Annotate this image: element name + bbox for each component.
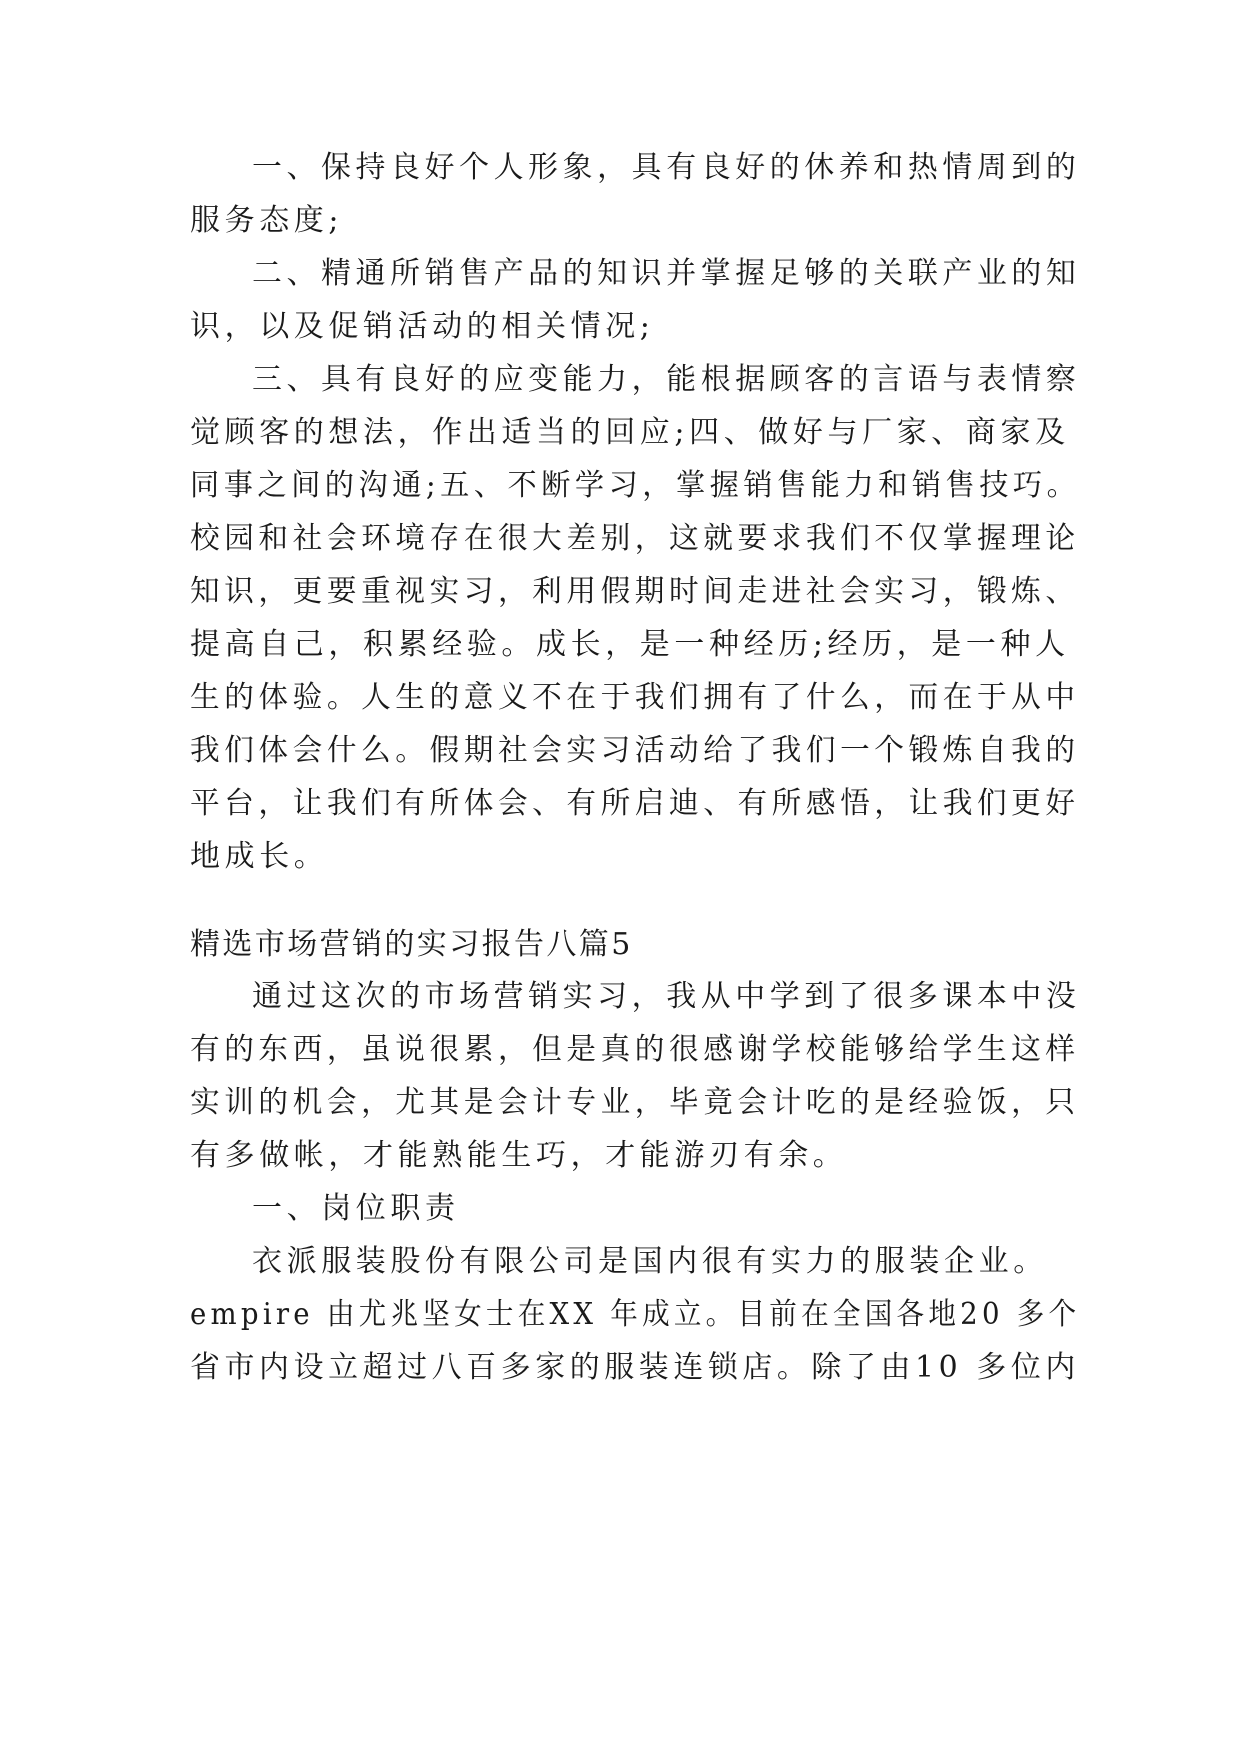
paragraph-line: 识，以及促销活动的相关情况;: [190, 309, 655, 344]
paragraph-line: 觉顾客的想法，作出适当的回应;四、做好与厂家、商家及: [190, 415, 1070, 450]
paragraph-line: 提高自己，积累经验。成长，是一种经历;经历，是一种人: [190, 627, 1070, 662]
paragraph-line: 实训的机会，尤其是会计专业，毕竟会计吃的是经验饭，只: [190, 1085, 1080, 1120]
paragraph-line: 平台，让我们有所体会、有所启迪、有所感悟，让我们更好: [190, 786, 1080, 821]
paragraph-line: 生的体验。人生的意义不在于我们拥有了什么，而在于从中: [190, 680, 1080, 715]
paragraph-line: 一、保持良好个人形象，具有良好的休养和热情周到的: [252, 150, 1081, 185]
paragraph-line: 三、具有良好的应变能力，能根据顾客的言语与表情察: [252, 362, 1081, 397]
paragraph-line: 地成长。: [190, 839, 329, 874]
paragraph-line: empire 由尤兆坚女士在XX 年成立。目前在全国各地20 多个: [190, 1297, 1081, 1332]
paragraph-line: 有的东西，虽说很累，但是真的很感谢学校能够给学生这样: [190, 1032, 1080, 1067]
paragraph-line: 校园和社会环境存在很大差别，这就要求我们不仅掌握理论: [190, 521, 1080, 556]
paragraph-line: 知识，更要重视实习，利用假期时间走进社会实习，锻炼、: [190, 574, 1080, 609]
paragraph-line: 有多做帐，才能熟能生巧，才能游刃有余。: [190, 1138, 848, 1173]
section-heading: 精选市场营销的实习报告八篇5: [190, 927, 633, 962]
paragraph-line: 省市内设立超过八百多家的服装连锁店。除了由10 多位内: [190, 1350, 1080, 1385]
paragraph-line: 衣派服装股份有限公司是国内很有实力的服装企业。: [252, 1244, 1048, 1279]
paragraph-line: 二、精通所销售产品的知识并掌握足够的关联产业的知: [252, 256, 1081, 291]
paragraph-line: 同事之间的沟通;五、不断学习，掌握销售能力和销售技巧。: [190, 468, 1081, 503]
paragraph-line: 我们体会什么。假期社会实习活动给了我们一个锻炼自我的: [190, 733, 1080, 768]
subheading-line: 一、岗位职责: [252, 1191, 460, 1226]
paragraph-line: 通过这次的市场营销实习，我从中学到了很多课本中没: [252, 979, 1081, 1014]
paragraph-line: 服务态度;: [190, 203, 344, 238]
